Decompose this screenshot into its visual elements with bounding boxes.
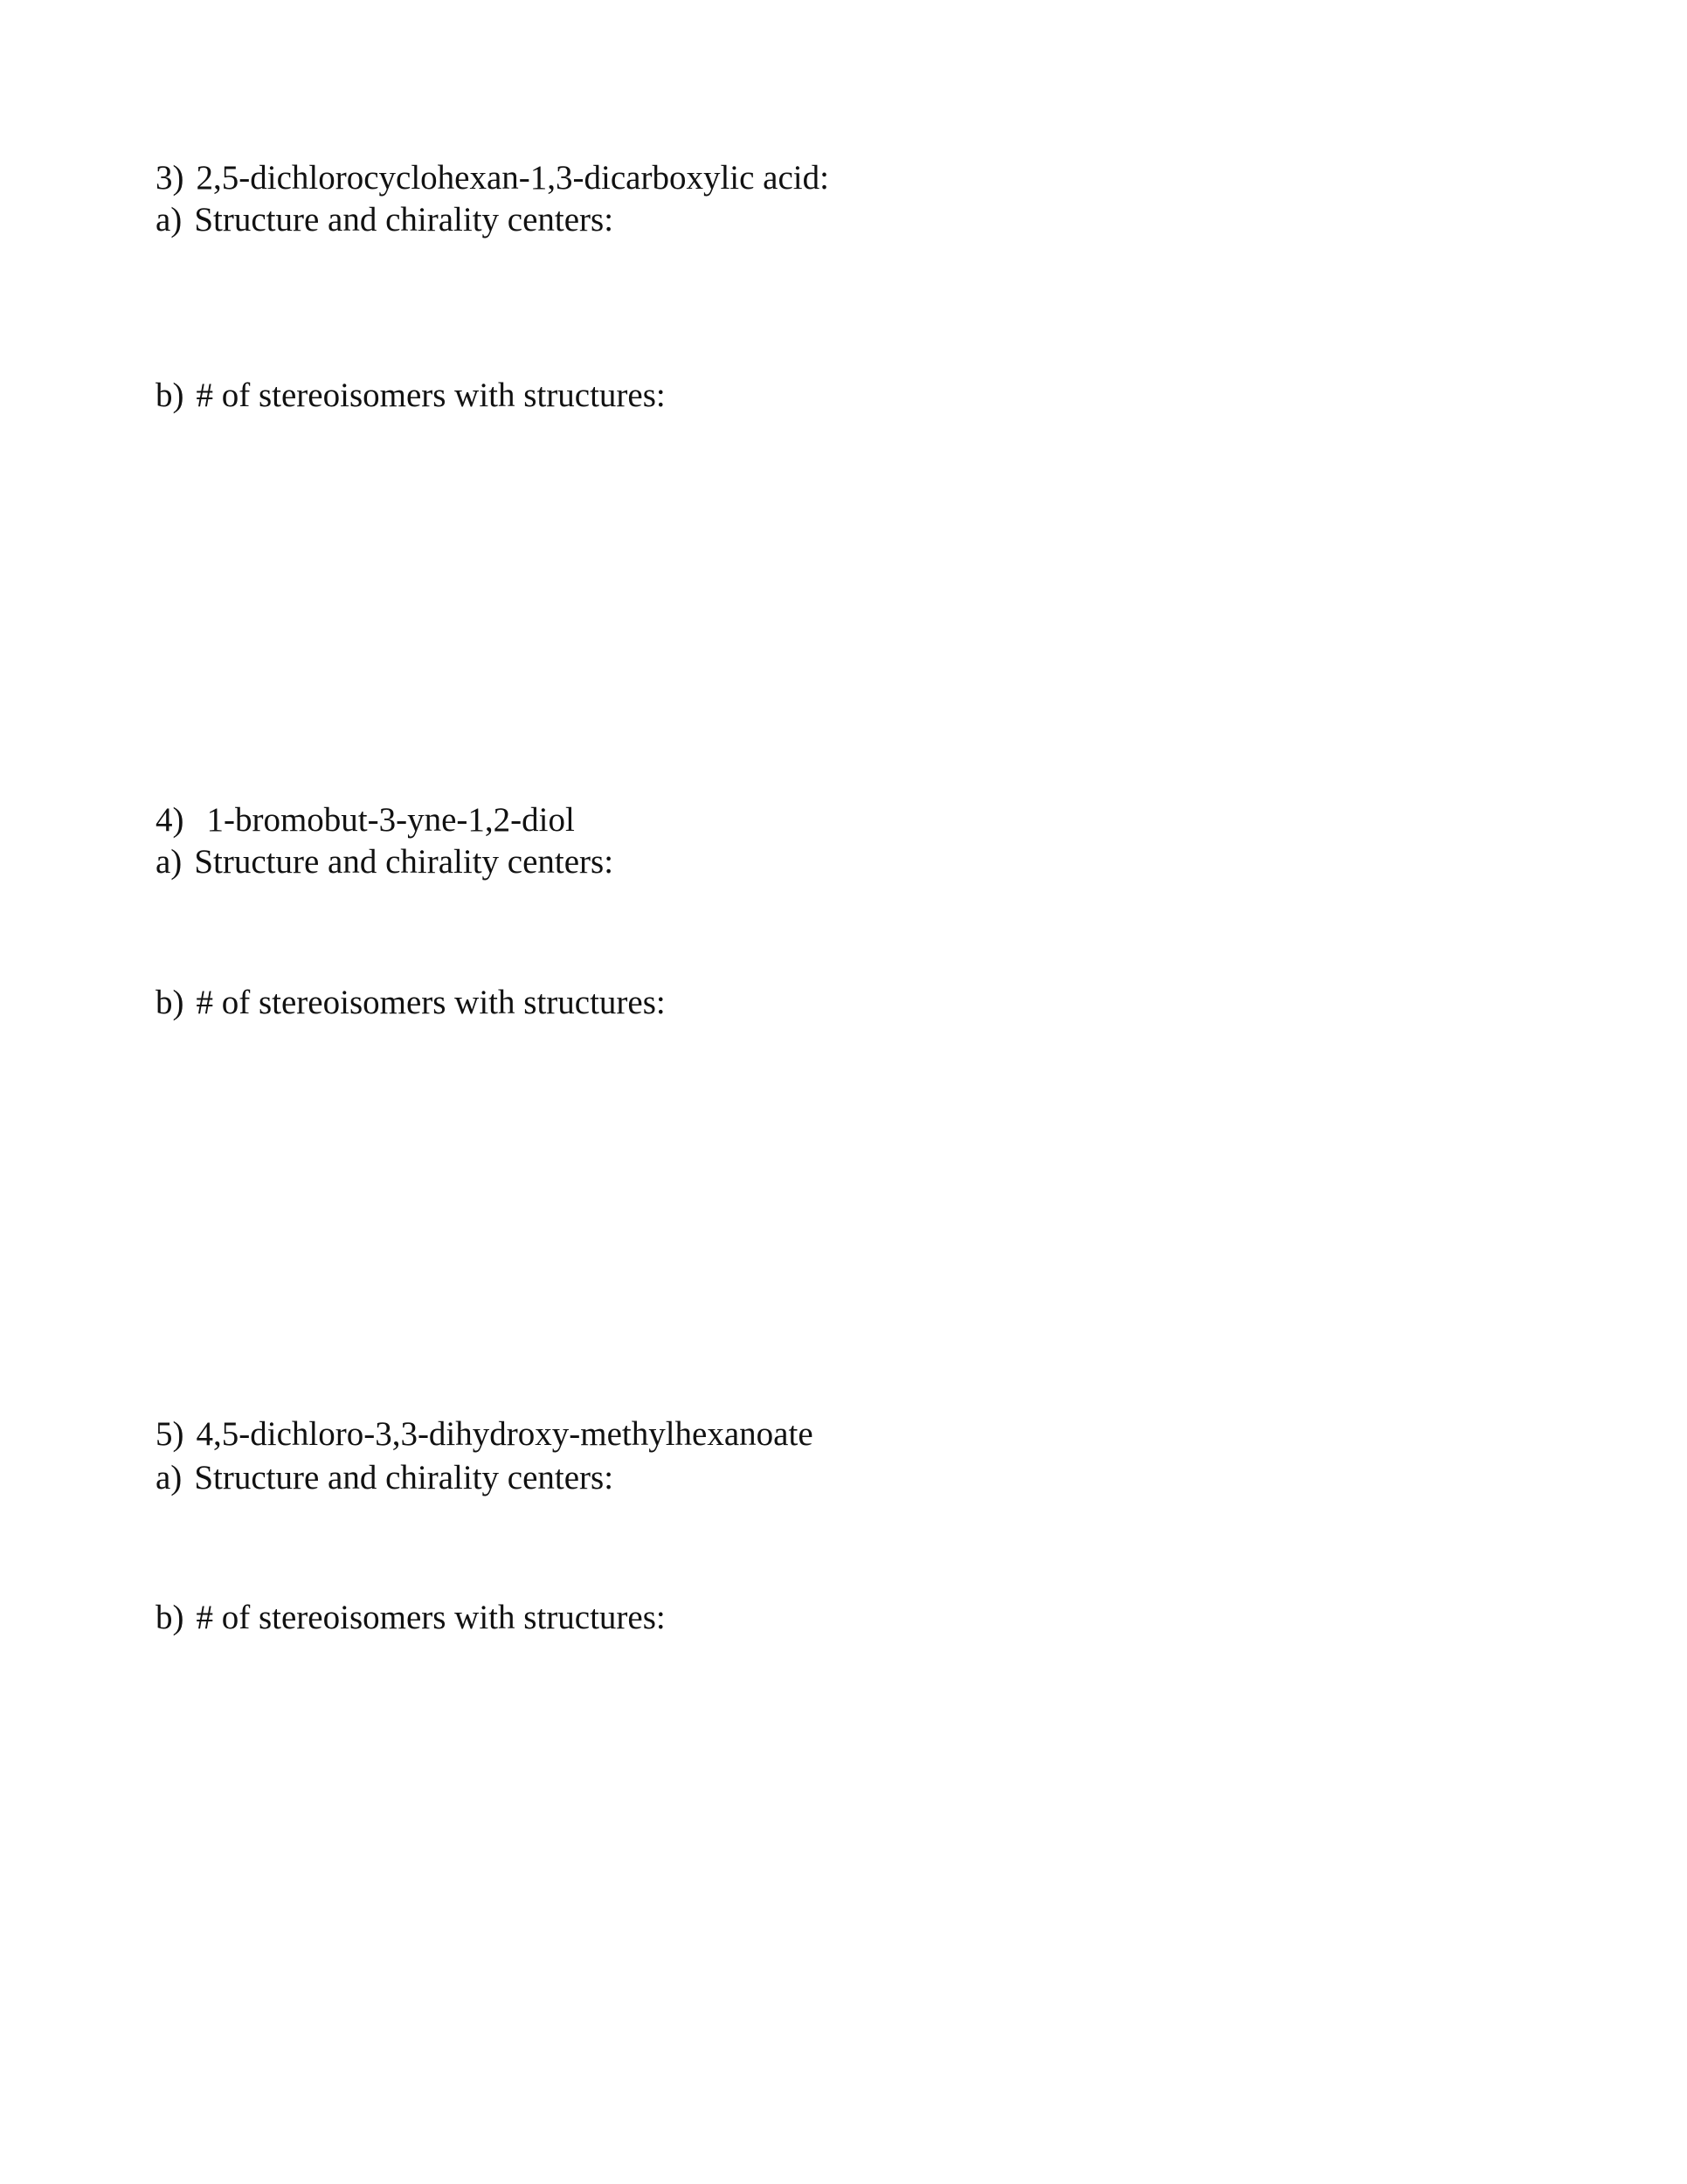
question-5-part-b	[156, 1597, 666, 1639]
compound-name: 4,5-dichloro-3,3-dihydroxy-methylhexanoate	[196, 1415, 813, 1453]
question-3-title	[156, 157, 829, 199]
part-label: b)	[156, 377, 184, 414]
part-text: Structure and chirality centers:	[194, 201, 614, 238]
part-text: # of stereoisomers with structures:	[196, 377, 666, 414]
question-number: 5)	[156, 1415, 184, 1453]
question-5-title	[156, 1413, 813, 1455]
question-4-title	[156, 799, 575, 841]
question-number: 3)	[156, 159, 184, 197]
part-text: # of stereoisomers with structures:	[196, 1599, 666, 1636]
compound-name: 1-bromobut-3-yne-1,2-diol	[206, 801, 575, 839]
question-3-part-b	[156, 375, 666, 417]
question-3-part-a	[156, 199, 613, 241]
part-text: Structure and chirality centers:	[194, 1459, 614, 1496]
question-number: 4)	[156, 801, 184, 839]
part-label: a)	[156, 1459, 183, 1496]
part-text: Structure and chirality centers:	[194, 843, 614, 881]
part-text: # of stereoisomers with structures:	[196, 984, 666, 1021]
question-4-part-b	[156, 982, 666, 1024]
compound-name: 2,5-dichlorocyclohexan-1,3-dicarboxylic acid:	[196, 159, 829, 197]
question-5-part-a	[156, 1457, 613, 1499]
question-4-part-a	[156, 841, 613, 883]
part-label: a)	[156, 201, 183, 238]
part-label: a)	[156, 843, 183, 881]
part-label: b)	[156, 1599, 184, 1636]
part-label: b)	[156, 984, 184, 1021]
